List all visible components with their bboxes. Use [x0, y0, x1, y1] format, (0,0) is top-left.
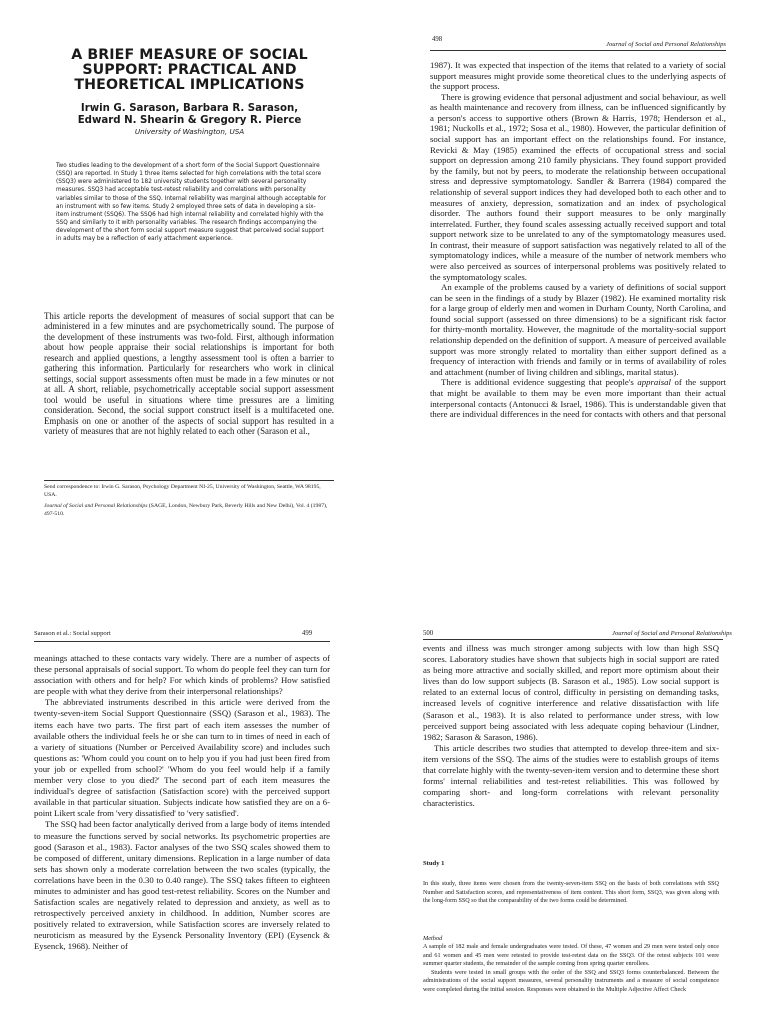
author-list — [62, 103, 317, 128]
page-number: 498 — [432, 36, 443, 43]
paragraph: A sample of 182 male and female undergraduates were tested. Of these, 47 women and 29 men were tested only once and 61 women and 45 men were retested to provide test-retest data on the SSQ3. Of the retest subjects 101 were summer quarter students, the remainder of the sample coming from spring quarter enrollees. — [423, 944, 719, 968]
section-heading-study-1: Study 1 — [423, 860, 445, 867]
paragraph: There is growing evidence that personal adjustment and social behaviour, as well as health maintenance and recovery from illness, can be influenced significantly by a person's access to supportive others (Brown & Harris, 1978; Henderson et al., 1981; Nuckolls et al., 1972; Sosa et al., 1980). However, the particular definition of social support has an important effect on the relationships found. For instance, Revicki & May (1985) examined the effects of occupational stress and social support on depression among 210 family physicians. They found support provided by the family, but not by peers, to moderate the relationship between occupational stress and depressive symptomatology. Sandler & Barrera (1984) compared the relationship of several support indices they had developed both to each other and to measures of anxiety, depression, somatization and an index of psychological disorder. The authors found their support measures to be only marginally interrelated. Further, they found scales assessing actually received support and total support network size to be unrelated to any of the symptomatology measures used. In contrast, their measure of support satisfaction was negatively related to all of the symptomatology indices, while a measure of the number of network members who were also perceived as sources of interpersonal problems was positively related to the symptomatology scales. — [430, 91, 726, 282]
paragraph: In this study, three items were chosen from the twenty-seven-item SSQ on the basis of both correlations with SSQ Number and Satisfaction scores, and representativeness of item content. This short form, SSQ3, was given along with the long-form SSQ so that the comparability of the two forms could be determined. — [423, 881, 719, 905]
paragraph — [430, 377, 726, 419]
header-rule — [423, 639, 723, 640]
page-498 — [384, 0, 768, 540]
text-run: of the support that might be available to them may be even more important than their actual interpersonal contacts (Antonucci & Israel, 1986). This is understandable given that there are individual differences in the need for contacts with others and that personal — [430, 377, 727, 420]
body-text — [34, 653, 330, 953]
journal-footnote — [44, 503, 334, 519]
header-rule — [34, 641, 330, 642]
study-1-text — [423, 880, 719, 906]
article-title: A BRIEF MEASURE OF SOCIAL SUPPORT: PRACTICAL AND THEORETICAL IMPLICATIONS — [71, 47, 308, 93]
running-head: Journal of Social and Personal Relationships — [606, 41, 726, 48]
page-number: 499 — [302, 630, 313, 637]
page-499 — [0, 620, 384, 1024]
correspondence-footnote: Send correspondence to: Irwin G. Sarason, Psychology Department NI-25, University of Washington, Seattle, WA 98195, USA. — [44, 484, 321, 498]
paragraph: This article describes two studies that attempted to develop three-item and six-item versions of the SSQ. The aims of the studies were to establish groups of items that correlate highly with the twenty-seven-item version and to determine these short forms' internal reliabilities and test-retest reliabilities. This was followed by comparing short- and long-form correlations with relevant personality characteristics. — [423, 742, 719, 809]
body-text — [430, 60, 726, 420]
footnote-publication-details: (SAGE, London, Newbury Park, Beverly Hills and New Delhi), Vol. 4 (1987), 497-510. — [44, 503, 328, 517]
footnote-journal-name: Journal of Social and Personal Relationships — [44, 503, 148, 509]
text-run: There is additional evidence suggesting that people's — [441, 377, 638, 388]
running-head: Journal of Social and Personal Relationships — [612, 630, 732, 637]
page-gutter — [0, 540, 768, 620]
abstract: Two studies leading to the development of a short form of the Social Support Questionnaire (SSQ) are reported. In Study 1 three items selected for high correlations with the total score (SSQ3) were administered to 182 university students together with several personality measures. SSQ3 had acceptable test-retest reliability and correlations with personality variables similar to those of the SSQ. Internal reliability was marginal although acceptable for an instrument with so few items. Study 2 employed three sets of data in developing a six-item instrument (SSQ6). The SSQ6 had high internal reliability and correlated highly with the SSQ and similarly to it with personality variables. The research findings accompanying the development of the short form social support measure suggest that perceived social support in adults may be a reflection of early attachment experience. — [56, 163, 326, 243]
page-497 — [0, 0, 384, 540]
paragraph: The abbreviated instruments described in this article were derived from the twenty-seven-item Social Support Questionnaire (SSQ) (Sarason et al., 1983). The items each have two parts. The first part of each item assesses the number of available others the individual feels he or she can turn to in times of need in each of a variety of situations (Number or Perceived Availability score) and includes such questions as: 'Whom could you count on to help you if you had just been fired from your job or expelled from school?' 'Whom do you feel would help if a family member very close to you died?' The second part of each item measures the individual's degree of satisfaction (Satisfaction score) with the perceived support available in that particular situation. Subjects indicate how satisfied they are on a 6-point Likert scale from 'very dissatisfied' to 'very satisfied'. — [34, 697, 330, 819]
running-head: Sarason et al.: Social support — [34, 630, 111, 637]
paragraph: 1987). It was expected that inspection of the items that related to a variety of social support measures might provide some theoretical clues to the underlying aspects of the support process. — [430, 60, 726, 92]
paragraph: An example of the problems caused by a variety of definitions of social support can be seen in the findings of a study by Blazer (1982). He examined mortality risk for a large group of elderly men and women in Durham County, North Carolina, and found social support (assessed on three dimensions) to be a significant risk factor for thirty-month mortality. However, the magnitude of the mortality-social support relationship depended on the definition of support. A measure of perceived available support was more strongly related to mortality than either support defined as a frequency of interaction with friends and family or in terms of availability of roles and attachment (number of living children and siblings, marital status). — [430, 282, 726, 377]
body-text — [423, 643, 719, 809]
header-rule — [430, 50, 726, 51]
paragraph: meanings attached to these contacts vary widely. There are a number of aspects of these personal appraisals of social support. To whom do people feel they can turn for association with others and for help? For which kinds of problems? How satisfied are people with what they derive from their interpersonal relationships? — [34, 653, 330, 697]
method-text — [423, 943, 719, 995]
paragraph: This article reports the development of measures of social support that can be administered in a few minutes and are psychometrically sound. The purpose of the development of these instruments was two-fold. First, although information about how people appraise their social relationships is important for both research and applied questions, a lengthy assessment tool is often a barrier to gathering this information. Particularly for researchers who work in clinical settings, social support assessments often must be made in a few minutes or not at all. A short, reliable, psychometrically acceptable social support assessment tool would be useful in situations where time pressures are a limiting consideration. Second, the social support construct itself is a multifaceted one. Emphasis on one or another of the aspects of social support has resulted in a variety of measures that are not highly related to each other (Sarason et al., — [44, 311, 334, 436]
paragraph: The SSQ had been factor analytically derived from a large body of items intended to measure the functions served by social networks. Its psychometric properties are good (Sarason et al., 1983). Factor analyses of the two SSQ scales showed them to be composed of different, unitary dimensions. Replication in a large number of data sets has shown only a moderate correlation between the two scales (typically, the correlations have been in the 0.30 to 0.40 range). The SSQ takes fifteen to eighteen minutes to administer and has good test-retest reliability. Scores on the Number and Satisfaction scales are negatively related to depression and anxiety, as well as to retrospectively perceived anxiety in childhood. In addition, Number scores are positively related to extraversion, while Satisfaction scores are inversely related to neuroticism as measured by the Eysenck Personality Inventory (EPI) (Eysenck & Eysenck, 1968). Neither of — [34, 819, 330, 952]
paragraph: Students were tested in small groups with the order of the SSQ and SSQ3 forms counterbalanced. Between the administrations of the social support measures, several personality instruments and a measure of social competence were completed during the initial session. Responses were obtained to the Multiple Adjective Affect Check — [423, 969, 719, 993]
authors-line-2: Edward N. Shearin & Gregory R. Pierce — [77, 115, 302, 127]
paragraph: events and illness was much stronger among subjects with low than high SSQ scores. Laboratory studies have shown that subjects high in social support are rated as being more attractive and socially skilled, and report more optimism about their lives than do low support subjects (B. Sarason et al., 1985). Low social support is related to an external locus of control, difficulty in persisting on demanding tasks, increased levels of cognitive interference and relative dissatisfaction with life (Sarason et al., 1983). It is also related to performance under stress, with low perceived support being associated with less adequate coping behaviour (Lindner, 1982; Sarason & Sarason, 1986). — [423, 643, 719, 742]
page-number: 500 — [423, 630, 434, 637]
emphasis: appraisal — [637, 377, 671, 388]
page-500 — [384, 620, 768, 1024]
subsection-heading-method: Method — [423, 935, 443, 942]
footnote-rule — [44, 480, 334, 481]
affiliation: University of Washington, USA — [134, 127, 245, 136]
authors-line-1: Irwin G. Sarason, Barbara R. Sarason, — [80, 103, 299, 114]
body-text — [44, 311, 334, 436]
